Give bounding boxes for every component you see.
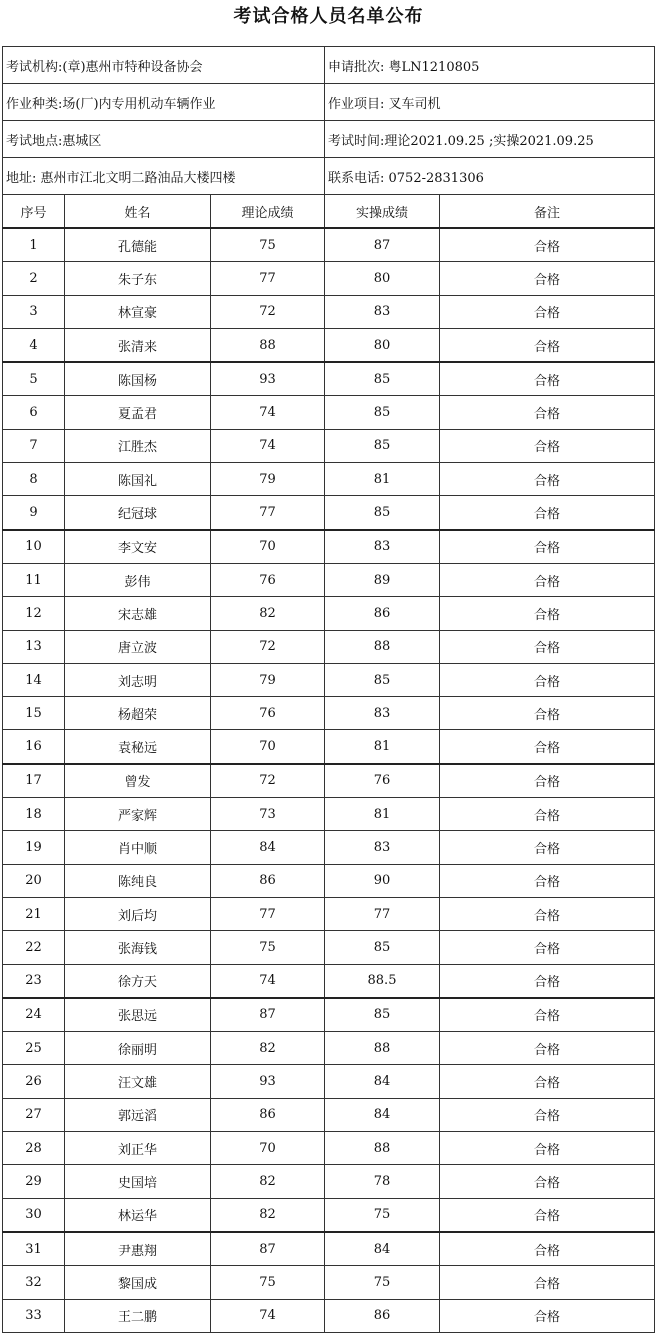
- practical-score: 84: [325, 1232, 440, 1266]
- work-type: 作业种类:场(厂)内专用机动车辆作业: [3, 84, 325, 121]
- row-index: 29: [3, 1165, 65, 1198]
- remark: 合格: [440, 429, 655, 462]
- practical-score: 88: [325, 1032, 440, 1065]
- exam-org: 考试机构:(章)惠州市特种设备协会: [3, 47, 325, 84]
- theory-score: 77: [211, 262, 325, 295]
- practical-score: 83: [325, 295, 440, 328]
- practical-score: 85: [325, 429, 440, 462]
- table-row: [3, 563, 655, 596]
- theory-score: 93: [211, 1065, 325, 1098]
- row-index: 21: [3, 897, 65, 930]
- table-row: [3, 328, 655, 362]
- table-row: [3, 262, 655, 295]
- practical-score: 87: [325, 228, 440, 262]
- remark: 合格: [440, 295, 655, 328]
- table-row: [3, 931, 655, 964]
- row-index: 22: [3, 931, 65, 964]
- table-row: [3, 496, 655, 530]
- student-name: 张海钱: [65, 931, 211, 964]
- row-index: 14: [3, 663, 65, 696]
- table-row: [3, 1165, 655, 1198]
- row-index: 24: [3, 998, 65, 1032]
- theory-score: 73: [211, 798, 325, 831]
- table-row: [3, 964, 655, 998]
- table-row: [3, 730, 655, 764]
- theory-score: 76: [211, 563, 325, 596]
- student-name: 彭伟: [65, 563, 211, 596]
- info-row-4: [3, 158, 655, 195]
- remark: 合格: [440, 1165, 655, 1198]
- theory-score: 70: [211, 1132, 325, 1165]
- practical-score: 88.5: [325, 964, 440, 998]
- practical-score: 77: [325, 897, 440, 930]
- practical-score: 88: [325, 1132, 440, 1165]
- student-name: 徐丽明: [65, 1032, 211, 1065]
- practical-score: 86: [325, 597, 440, 630]
- row-index: 13: [3, 630, 65, 663]
- student-name: 尹惠翔: [65, 1232, 211, 1266]
- contact-phone: 联系电话: 0752-2831306: [325, 158, 655, 195]
- remark: 合格: [440, 663, 655, 696]
- theory-score: 74: [211, 1299, 325, 1332]
- exam-time: 考试时间:理论2021.09.25 ;实操2021.09.25: [325, 121, 655, 158]
- student-name: 郭远滔: [65, 1098, 211, 1131]
- theory-score: 75: [211, 931, 325, 964]
- remark: 合格: [440, 630, 655, 663]
- practical-score: 76: [325, 764, 440, 798]
- practical-score: 89: [325, 563, 440, 596]
- practical-score: 81: [325, 730, 440, 764]
- theory-score: 84: [211, 831, 325, 864]
- student-name: 汪文雄: [65, 1065, 211, 1098]
- table-row: [3, 1299, 655, 1332]
- student-name: 肖中顺: [65, 831, 211, 864]
- table-row: [3, 362, 655, 396]
- approval-batch: 申请批次: 粤LN1210805: [325, 47, 655, 84]
- student-name: 林运华: [65, 1198, 211, 1232]
- practical-score: 84: [325, 1065, 440, 1098]
- student-name: 王二鹏: [65, 1299, 211, 1332]
- table-row: [3, 1132, 655, 1165]
- theory-score: 82: [211, 1165, 325, 1198]
- table-row: [3, 396, 655, 429]
- table-row: [3, 998, 655, 1032]
- remark: 合格: [440, 563, 655, 596]
- remark: 合格: [440, 1266, 655, 1299]
- theory-score: 86: [211, 1098, 325, 1131]
- table-row: [3, 597, 655, 630]
- practical-score: 84: [325, 1098, 440, 1131]
- remark: 合格: [440, 463, 655, 496]
- practical-score: 81: [325, 798, 440, 831]
- theory-score: 70: [211, 530, 325, 564]
- work-item: 作业项目: 叉车司机: [325, 84, 655, 121]
- practical-score: 75: [325, 1266, 440, 1299]
- student-name: 江胜杰: [65, 429, 211, 462]
- practical-score: 85: [325, 362, 440, 396]
- remark: 合格: [440, 931, 655, 964]
- table-row: [3, 697, 655, 730]
- practical-score: 81: [325, 463, 440, 496]
- header-theory: 理论成绩: [211, 195, 325, 229]
- row-index: 32: [3, 1266, 65, 1299]
- theory-score: 86: [211, 864, 325, 897]
- remark: 合格: [440, 1299, 655, 1332]
- theory-score: 79: [211, 663, 325, 696]
- practical-score: 86: [325, 1299, 440, 1332]
- table-row: [3, 630, 655, 663]
- practical-score: 90: [325, 864, 440, 897]
- row-index: 1: [3, 228, 65, 262]
- table-row: [3, 864, 655, 897]
- remark: 合格: [440, 897, 655, 930]
- student-name: 刘志明: [65, 663, 211, 696]
- student-name: 刘后均: [65, 897, 211, 930]
- row-index: 5: [3, 362, 65, 396]
- info-row-2: [3, 84, 655, 121]
- row-index: 9: [3, 496, 65, 530]
- header-name: 姓名: [65, 195, 211, 229]
- theory-score: 77: [211, 897, 325, 930]
- remark: 合格: [440, 1098, 655, 1131]
- theory-score: 75: [211, 1266, 325, 1299]
- remark: 合格: [440, 396, 655, 429]
- row-index: 28: [3, 1132, 65, 1165]
- remark: 合格: [440, 831, 655, 864]
- remark: 合格: [440, 964, 655, 998]
- row-index: 15: [3, 697, 65, 730]
- row-index: 17: [3, 764, 65, 798]
- row-index: 26: [3, 1065, 65, 1098]
- table-row: [3, 764, 655, 798]
- practical-score: 83: [325, 697, 440, 730]
- practical-score: 85: [325, 998, 440, 1032]
- table-row: [3, 295, 655, 328]
- row-index: 4: [3, 328, 65, 362]
- row-index: 3: [3, 295, 65, 328]
- table-row: [3, 1198, 655, 1232]
- remark: 合格: [440, 1065, 655, 1098]
- row-index: 23: [3, 964, 65, 998]
- student-name: 杨超荣: [65, 697, 211, 730]
- theory-score: 76: [211, 697, 325, 730]
- row-index: 25: [3, 1032, 65, 1065]
- remark: 合格: [440, 530, 655, 564]
- row-index: 6: [3, 396, 65, 429]
- table-row: [3, 897, 655, 930]
- remark: 合格: [440, 764, 655, 798]
- address: 地址: 惠州市江北文明二路油品大楼四楼: [3, 158, 325, 195]
- table-row: [3, 798, 655, 831]
- row-index: 7: [3, 429, 65, 462]
- theory-score: 82: [211, 1198, 325, 1232]
- remark: 合格: [440, 730, 655, 764]
- student-name: 张思远: [65, 998, 211, 1032]
- theory-score: 82: [211, 597, 325, 630]
- header-index: 序号: [3, 195, 65, 229]
- remark: 合格: [440, 328, 655, 362]
- theory-score: 74: [211, 429, 325, 462]
- practical-score: 80: [325, 328, 440, 362]
- remark: 合格: [440, 262, 655, 295]
- remark: 合格: [440, 998, 655, 1032]
- theory-score: 77: [211, 496, 325, 530]
- table-row: [3, 1232, 655, 1266]
- theory-score: 75: [211, 228, 325, 262]
- page-title: 考试合格人员名单公布: [233, 6, 424, 27]
- student-name: 史国培: [65, 1165, 211, 1198]
- remark: 合格: [440, 697, 655, 730]
- row-index: 27: [3, 1098, 65, 1131]
- student-name: 刘正华: [65, 1132, 211, 1165]
- student-name: 袁秘远: [65, 730, 211, 764]
- remark: 合格: [440, 1232, 655, 1266]
- student-name: 纪冠球: [65, 496, 211, 530]
- remark: 合格: [440, 864, 655, 897]
- table-header: [3, 195, 655, 229]
- student-name: 严家辉: [65, 798, 211, 831]
- table-row: [3, 831, 655, 864]
- table-row: [3, 530, 655, 564]
- theory-score: 74: [211, 396, 325, 429]
- practical-score: 83: [325, 530, 440, 564]
- student-name: 陈纯良: [65, 864, 211, 897]
- student-name: 孔德能: [65, 228, 211, 262]
- header-practical: 实操成绩: [325, 195, 440, 229]
- header-remark: 备注: [440, 195, 655, 229]
- results-table: [2, 46, 655, 1333]
- row-index: 20: [3, 864, 65, 897]
- theory-score: 87: [211, 1232, 325, 1266]
- remark: 合格: [440, 228, 655, 262]
- theory-score: 79: [211, 463, 325, 496]
- row-index: 19: [3, 831, 65, 864]
- table-row: [3, 1266, 655, 1299]
- remark: 合格: [440, 1198, 655, 1232]
- student-name: 张清来: [65, 328, 211, 362]
- theory-score: 87: [211, 998, 325, 1032]
- practical-score: 88: [325, 630, 440, 663]
- table-row: [3, 1065, 655, 1098]
- exam-location: 考试地点:惠城区: [3, 121, 325, 158]
- student-name: 林宣豪: [65, 295, 211, 328]
- theory-score: 74: [211, 964, 325, 998]
- practical-score: 80: [325, 262, 440, 295]
- table-row: [3, 1032, 655, 1065]
- table-row: [3, 463, 655, 496]
- practical-score: 75: [325, 1198, 440, 1232]
- row-index: 16: [3, 730, 65, 764]
- row-index: 10: [3, 530, 65, 564]
- theory-score: 72: [211, 764, 325, 798]
- row-index: 11: [3, 563, 65, 596]
- student-name: 黎国成: [65, 1266, 211, 1299]
- student-name: 宋志雄: [65, 597, 211, 630]
- theory-score: 70: [211, 730, 325, 764]
- row-index: 12: [3, 597, 65, 630]
- row-index: 31: [3, 1232, 65, 1266]
- table-row: [3, 228, 655, 262]
- table-row: [3, 429, 655, 462]
- table-row: [3, 1098, 655, 1131]
- remark: 合格: [440, 597, 655, 630]
- student-name: 陈国杨: [65, 362, 211, 396]
- row-index: 30: [3, 1198, 65, 1232]
- row-index: 33: [3, 1299, 65, 1332]
- remark: 合格: [440, 362, 655, 396]
- student-name: 夏孟君: [65, 396, 211, 429]
- remark: 合格: [440, 496, 655, 530]
- row-index: 2: [3, 262, 65, 295]
- remark: 合格: [440, 798, 655, 831]
- student-name: 徐方天: [65, 964, 211, 998]
- info-row-3: [3, 121, 655, 158]
- row-index: 18: [3, 798, 65, 831]
- student-name: 陈国礼: [65, 463, 211, 496]
- student-name: 李文安: [65, 530, 211, 564]
- info-row-1: [3, 47, 655, 84]
- theory-score: 88: [211, 328, 325, 362]
- practical-score: 83: [325, 831, 440, 864]
- practical-score: 85: [325, 663, 440, 696]
- remark: 合格: [440, 1032, 655, 1065]
- row-index: 8: [3, 463, 65, 496]
- theory-score: 82: [211, 1032, 325, 1065]
- practical-score: 85: [325, 496, 440, 530]
- practical-score: 85: [325, 931, 440, 964]
- student-name: 曾发: [65, 764, 211, 798]
- practical-score: 85: [325, 396, 440, 429]
- theory-score: 72: [211, 295, 325, 328]
- practical-score: 78: [325, 1165, 440, 1198]
- student-name: 朱子东: [65, 262, 211, 295]
- table-row: [3, 663, 655, 696]
- remark: 合格: [440, 1132, 655, 1165]
- student-name: 唐立波: [65, 630, 211, 663]
- theory-score: 93: [211, 362, 325, 396]
- theory-score: 72: [211, 630, 325, 663]
